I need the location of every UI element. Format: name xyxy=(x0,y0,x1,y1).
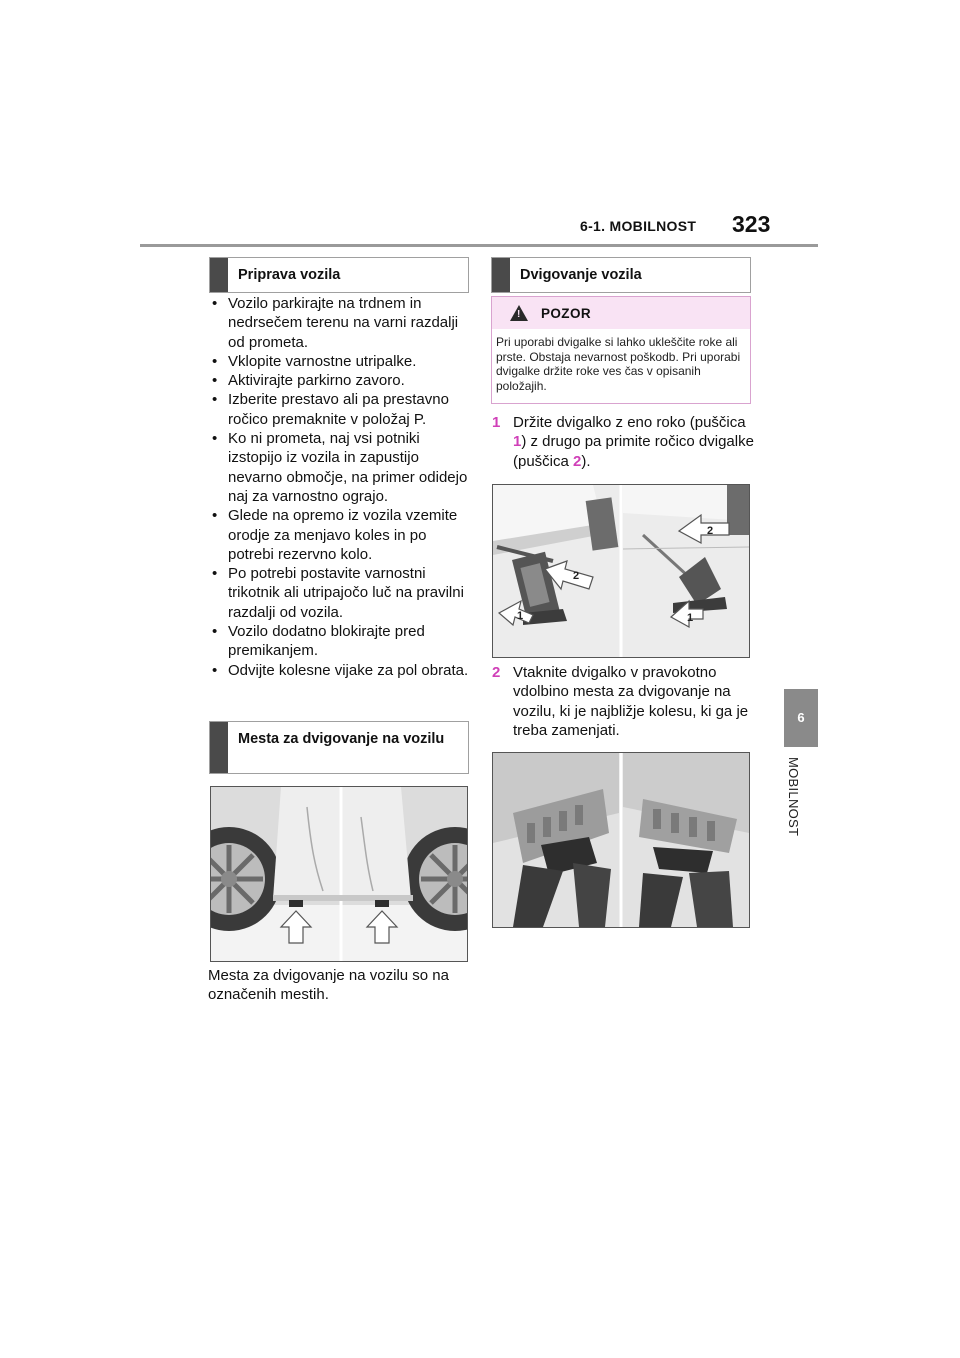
step-text: Držite dvigalko z eno roko (puščica 1) z drugo pa primite ročico dvigalke (puščica 2). xyxy=(513,414,754,470)
list-item: • Po potrebi postavite varnostni trikotnik ali utripajočo luč na pravilni razdalji od vozila. xyxy=(208,564,470,622)
jack-placement-image xyxy=(492,752,750,928)
arrow-label: 2 xyxy=(707,525,714,537)
step-1 xyxy=(492,413,754,471)
section-header: 6-1. MOBILNOST xyxy=(580,218,697,234)
list-item: • Odvijte kolesne vijake za pol obrata. xyxy=(208,661,470,680)
section-box-priprava xyxy=(209,257,469,293)
preparation-list xyxy=(208,294,470,680)
section-title: Mesta za dvigovanje na vozilu xyxy=(238,731,445,747)
arrow-ref: 2 xyxy=(573,452,582,470)
arrow-label: 1 xyxy=(517,610,524,622)
chapter-tab[interactable]: 6 xyxy=(784,689,818,747)
arrow-ref: 1 xyxy=(513,433,522,451)
header-divider xyxy=(140,244,818,247)
chapter-label: MOBILNOST xyxy=(786,757,801,837)
list-item: • Izberite prestavo ali pa prestavno ročico premaknite v položaj P. xyxy=(208,390,470,429)
arrow-label: 2 xyxy=(573,570,580,582)
section-box-mesta xyxy=(209,721,469,774)
section-title: Dvigovanje vozila xyxy=(520,267,642,283)
list-item: • Vozilo parkirajte na trdnem in nedrsečem terenu na varni razdalji od prometa. xyxy=(208,294,470,352)
list-item: • Ko ni prometa, naj vsi potniki izstopijo iz vozila in zapustijo nevarno območje, na primer odidejo naj za varnostno ograjo. xyxy=(208,429,470,506)
step-2 xyxy=(492,663,754,740)
lift-points-image xyxy=(210,786,468,962)
arrow-label: 1 xyxy=(687,612,694,624)
section-title: Priprava vozila xyxy=(238,267,341,283)
jack-usage-image xyxy=(492,484,750,658)
list-item: • Glede na opremo iz vozila vzemite orodje za menjavo koles in po potrebi rezervno kolo. xyxy=(208,506,470,564)
step-number: 2 xyxy=(492,664,501,681)
step-number: 1 xyxy=(492,414,501,431)
warning-title: POZOR xyxy=(541,306,592,321)
lift-points-caption: Mesta za dvigovanje na vozilu so na označenih mestih. xyxy=(208,967,449,1004)
page-number: 323 xyxy=(732,211,771,237)
step-text: Vtaknite dvigalko v pravokotno vdolbino mesta za dvigovanje na vozilu, ki je najbližje kolesu, ki ga je treba zamenjati. xyxy=(513,664,749,739)
list-item: • Aktivirajte parkirno zavoro. xyxy=(208,371,470,390)
list-item: • Vklopite varnostne utripalke. xyxy=(208,352,470,371)
warning-text: Pri uporabi dvigalke si lahko ukleščite roke ali prste. Obstaja nevarnost poškodb. Pri uporabi dvigalke držite roke ves čas v opisanih položajih. xyxy=(496,335,741,393)
warning-box: ! POZOR Pri uporabi dvigalke si lahko ukleščite roke ali prste. Obstaja nevarnost poškodb. Pri uporabi dvigalke držite roke ves čas v opisanih položajih. xyxy=(491,296,751,404)
section-box-dvigovanje xyxy=(491,257,751,293)
list-item: • Vozilo dodatno blokirajte pred premikanjem. xyxy=(208,622,470,661)
